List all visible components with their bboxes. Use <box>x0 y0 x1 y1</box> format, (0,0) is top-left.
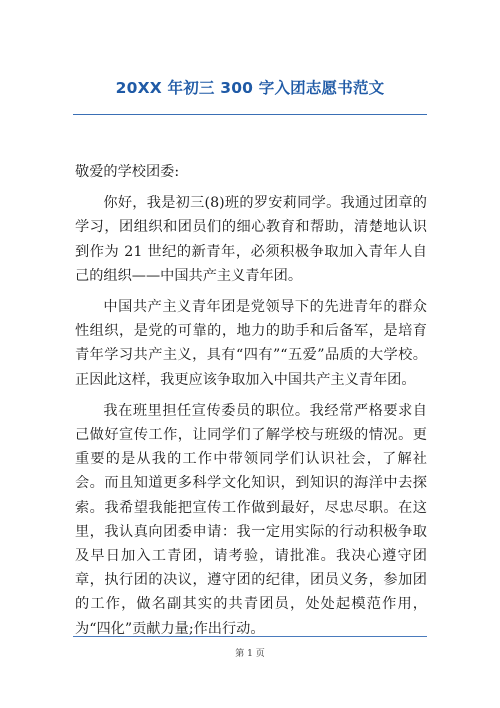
salutation: 敬爱的学校团委: <box>75 164 180 180</box>
document-title: 20XX 年初三 300 字入团志愿书范文 <box>115 79 385 97</box>
paragraph: 你好，我是初三(8)班的罗安莉同学。我通过团章的学习，团组织和团员们的细心教育和帮助，清楚地认识到作为 21 世纪的新青年，必须积极争取加入青年人自己的组织——中国共产主义青年团。 <box>75 195 427 284</box>
paragraph: 中国共产主义青年团是党领导下的先进青年的群众性组织，是党的可靠的，地力的助手和后备军，是培育青年学习共产主义，具有“四有”“五爱”品质的大学校。正因此这样，我更应该争取加入中国共产主义青年团。 <box>75 299 427 388</box>
page-number: 第 1 页 <box>235 649 265 659</box>
paragraph: 我在班里担任宣传委员的职位。我经常严格要求自己做好宣传工作，让同学们了解学校与班级的情况。更重要的是从我的工作中带领同学们认识社会，了解社会。而且知道更多科学文化知识，到知识的海洋中去探索。我希望我能把宣传工作做到最好，尽忠尽职。在这里，我认真向团委申请：我一定用实际的行动积极争取及早日加入工青团，请考验，请批准。我决心遵守团章，执行团的决议，遵守团的纪律，团员义务，参加团的工作，做名副其实的共青团员，处处起模范作用，为“四化”贡献力量;作出行动。 <box>75 402 427 637</box>
title-divider <box>73 114 427 115</box>
document-body <box>75 160 427 648</box>
footer-divider <box>73 636 427 637</box>
